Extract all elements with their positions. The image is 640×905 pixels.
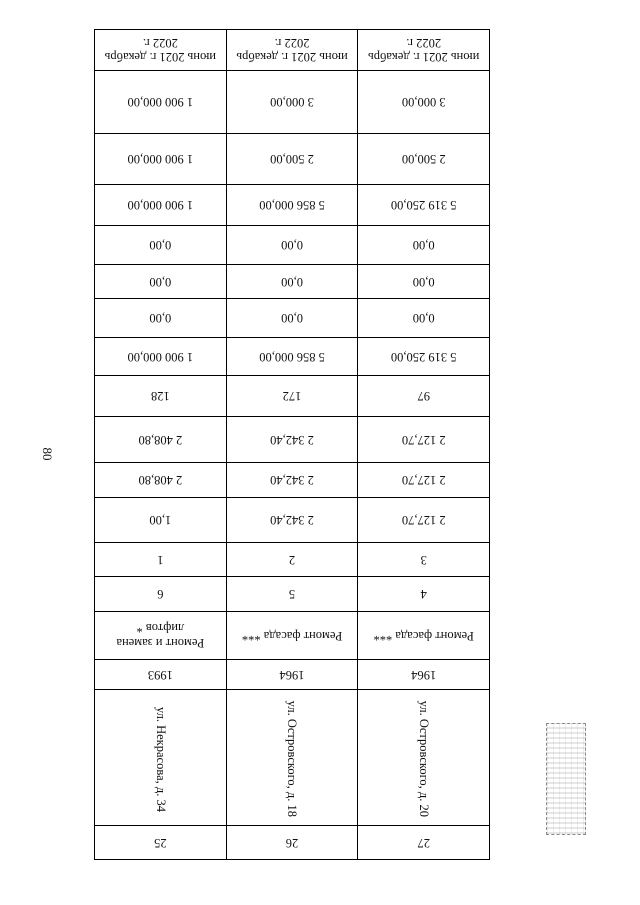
row-value-k <box>95 71 490 134</box>
row-value-g <box>95 265 490 299</box>
cell-address: ул. Островского, д. 18 <box>226 690 358 826</box>
row-value-h <box>95 226 490 265</box>
cell-year: 1964 <box>226 660 358 690</box>
stamp-mark <box>546 723 586 835</box>
cell-year: 1993 <box>95 660 227 690</box>
cell-number: 27 <box>358 826 490 860</box>
cell-value: 97 <box>358 376 490 417</box>
cell-year: 1964 <box>358 660 490 690</box>
row-value-d <box>95 376 490 417</box>
cell-address: ул. Островского, д. 20 <box>358 690 490 826</box>
cell-value: 2 127,70 <box>358 463 490 498</box>
cell-value: 5 319 250,00 <box>358 185 490 226</box>
cell-value: 2 342,40 <box>226 498 358 543</box>
cell-value: 2 342,40 <box>226 417 358 463</box>
cell-value: 0,00 <box>95 226 227 265</box>
cell-value: 3 000,00 <box>358 71 490 134</box>
page-number: 80 <box>40 447 55 461</box>
cell-value: 2 500,00 <box>226 134 358 185</box>
cell-value: 0,00 <box>358 299 490 338</box>
cell-value: 1 900 000,00 <box>95 134 227 185</box>
cell-value: 0,00 <box>226 299 358 338</box>
cell-number: 25 <box>95 826 227 860</box>
cell-period: июнь 2021 г. декабрь 2022 г. <box>95 30 227 71</box>
cell-value: 3 000,00 <box>226 71 358 134</box>
row-seq <box>95 543 490 577</box>
row-work-type <box>95 612 490 660</box>
cell-value: 2 408,80 <box>95 417 227 463</box>
cell-value: 0,00 <box>226 265 358 299</box>
cell-value: 2 500,00 <box>358 134 490 185</box>
row-value-e <box>95 338 490 376</box>
cell-value: 0,00 <box>358 265 490 299</box>
row-address <box>95 690 490 826</box>
cell-address: ул. Некрасова, д. 34 <box>95 690 227 826</box>
cell-value: 5 856 000,00 <box>226 185 358 226</box>
cell-value: 172 <box>226 376 358 417</box>
cell-value: 1 900 000,00 <box>95 338 227 376</box>
cell-count: 4 <box>358 577 490 612</box>
cell-value: 0,00 <box>226 226 358 265</box>
cell-value: 1,00 <box>95 498 227 543</box>
cell-period: июнь 2021 г. декабрь 2022 г. <box>226 30 358 71</box>
cell-value: 5 856 000,00 <box>226 338 358 376</box>
row-value-a <box>95 498 490 543</box>
cell-value: 0,00 <box>95 265 227 299</box>
cell-work-type: Ремонт фасада *** <box>226 612 358 660</box>
cell-number: 26 <box>226 826 358 860</box>
row-value-i <box>95 185 490 226</box>
cell-value: 2 127,70 <box>358 417 490 463</box>
cell-value: 128 <box>95 376 227 417</box>
row-value-b <box>95 463 490 498</box>
cell-value: 2 342,40 <box>226 463 358 498</box>
row-period <box>95 30 490 71</box>
row-year <box>95 660 490 690</box>
cell-work-type: Ремонт и замена лифтов * <box>95 612 227 660</box>
cell-count: 6 <box>95 577 227 612</box>
cell-value: 1 900 000,00 <box>95 71 227 134</box>
cell-count: 5 <box>226 577 358 612</box>
cell-value: 1 900 000,00 <box>95 185 227 226</box>
cell-period: июнь 2021 г. декабрь 2022 г. <box>358 30 490 71</box>
cell-value: 0,00 <box>95 299 227 338</box>
cell-value: 5 319 250,00 <box>358 338 490 376</box>
cell-seq: 2 <box>226 543 358 577</box>
repair-schedule-table <box>94 29 490 860</box>
row-value-c <box>95 417 490 463</box>
row-value-j <box>95 134 490 185</box>
row-count <box>95 577 490 612</box>
row-value-f <box>95 299 490 338</box>
cell-seq: 3 <box>358 543 490 577</box>
row-number <box>95 826 490 860</box>
cell-value: 2 408,80 <box>95 463 227 498</box>
cell-work-type: Ремонт фасада *** <box>358 612 490 660</box>
cell-seq: 1 <box>95 543 227 577</box>
cell-value: 0,00 <box>358 226 490 265</box>
cell-value: 2 127,70 <box>358 498 490 543</box>
